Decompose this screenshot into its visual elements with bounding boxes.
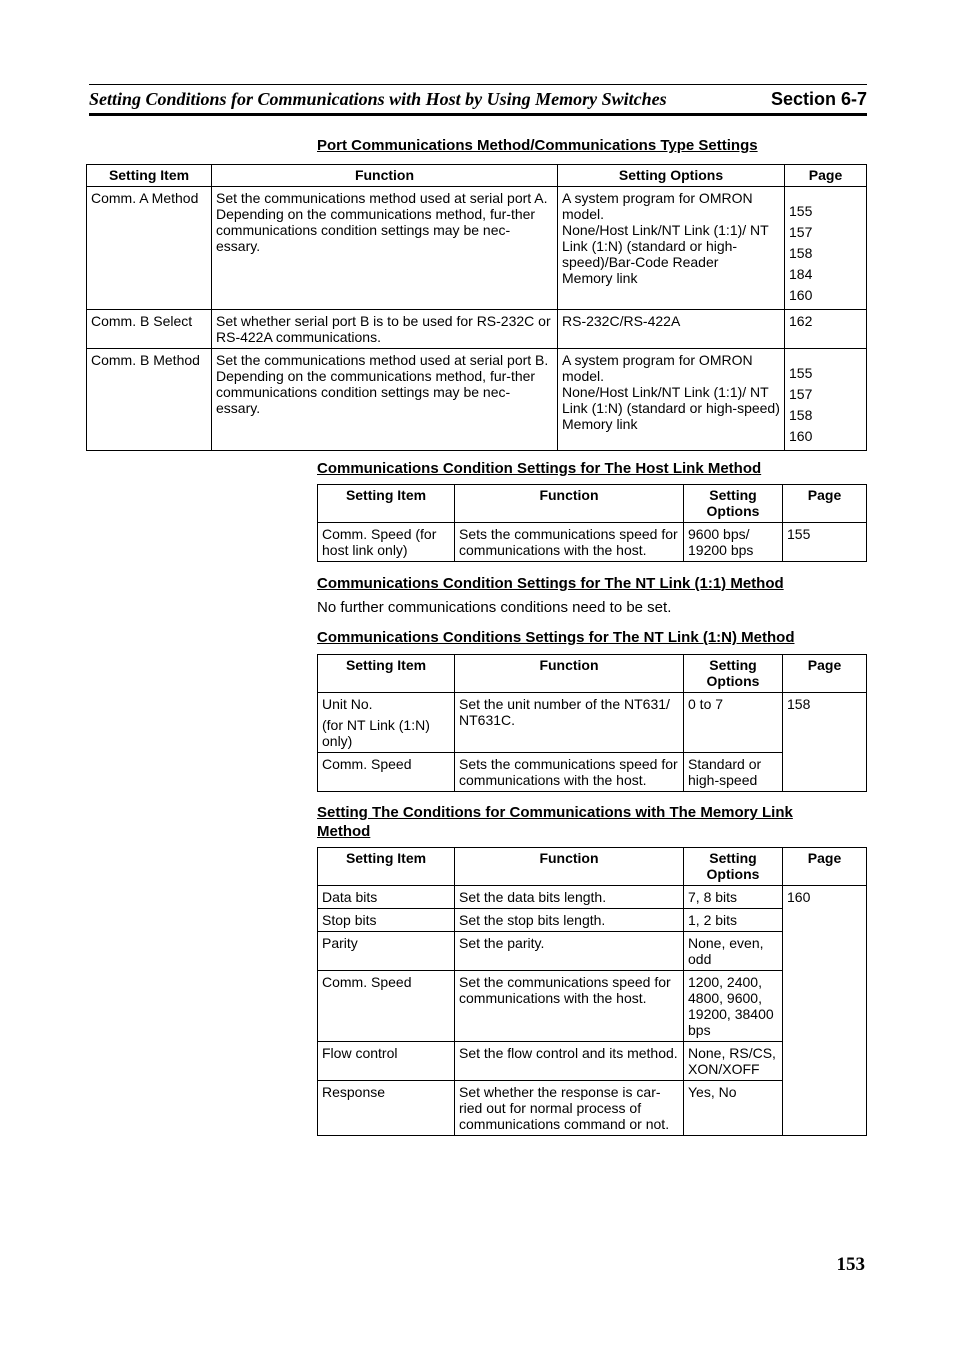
page-ref: 160 xyxy=(789,287,813,303)
setting-item-cell: Response xyxy=(318,1081,455,1136)
table-header-row xyxy=(87,165,867,187)
option-line: Memory link xyxy=(562,270,638,286)
function-cell: Set the communications speed for communications with the host. xyxy=(455,971,684,1042)
function-cell: Sets the communications speed for communications with the host. xyxy=(455,523,684,562)
col-header: Function xyxy=(455,848,684,886)
setting-item-cell: Comm. Speed (for host link only) xyxy=(318,523,455,562)
options-cell: None, even, odd xyxy=(684,932,783,971)
options-cell xyxy=(558,349,785,451)
option-line: A system program for OMRON model. xyxy=(562,190,753,222)
page-ref: 155 xyxy=(789,365,813,381)
option-line: None/Host Link/NT Link (1:1)/ NT Link (1:N) (standard or high-speed)/Bar-Code Reader xyxy=(562,222,769,270)
options-cell: RS-232C/RS-422A xyxy=(558,310,785,349)
page-cell: 155 xyxy=(783,523,867,562)
setting-item-note: (for NT Link (1:N) only) xyxy=(322,717,430,749)
options-cell: 1, 2 bits xyxy=(684,909,783,932)
function-cell: Set the communications method used at serial port B. Depending on the communications method, fur-ther communications condition settings may be nec-essary. xyxy=(212,349,558,451)
function-cell: Set the flow control and its method. xyxy=(455,1042,684,1081)
setting-item-label: Unit No. xyxy=(322,696,373,712)
col-header: Page xyxy=(785,165,867,187)
options-cell: None, RS/CS, XON/XOFF xyxy=(684,1042,783,1081)
nt-link-1-1-note: No further communications conditions need to be set. xyxy=(317,599,672,616)
option-line: None/Host Link/NT Link (1:1)/ NT Link (1:N) (standard or high-speed) xyxy=(562,384,780,416)
col-header: Setting Options xyxy=(684,848,783,886)
options-cell: 7, 8 bits xyxy=(684,886,783,909)
col-header: Page xyxy=(783,848,867,886)
section-label: Section 6-7 xyxy=(770,89,867,109)
page-ref: 184 xyxy=(789,266,813,282)
page-cell xyxy=(785,349,867,451)
nt-link-1-n-heading: Communications Conditions Settings for The NT Link (1:N) Method xyxy=(317,629,795,646)
header-title: Setting Conditions for Communications with Host by Using Memory Switches xyxy=(89,89,667,109)
page-number: 153 xyxy=(836,1254,865,1275)
col-header: Setting Item xyxy=(318,485,455,523)
page-ref: 160 xyxy=(789,428,813,444)
page-cell: 160 xyxy=(783,886,867,1136)
setting-item-cell: Stop bits xyxy=(318,909,455,932)
table-header-row xyxy=(318,655,867,693)
function-cell: Set the parity. xyxy=(455,932,684,971)
setting-item-cell: Data bits xyxy=(318,886,455,909)
nt-link-1-n-table xyxy=(317,654,867,792)
table-row xyxy=(87,310,867,349)
col-header: Function xyxy=(212,165,558,187)
col-header: Function xyxy=(455,655,684,693)
function-cell: Set whether serial port B is to be used for RS-232C or RS-422A communications. xyxy=(212,310,558,349)
function-cell: Sets the communications speed for communications with the host. xyxy=(455,753,684,792)
table-row xyxy=(87,187,867,310)
options-cell: 0 to 7 xyxy=(684,693,783,753)
page-ref: 158 xyxy=(789,245,813,261)
setting-item-cell: Flow control xyxy=(318,1042,455,1081)
header-top-rule xyxy=(89,84,867,85)
function-cell: Set the stop bits length. xyxy=(455,909,684,932)
table-row xyxy=(318,523,867,562)
memory-link-heading xyxy=(317,803,793,841)
function-cell: Set the unit number of the NT631/ NT631C. xyxy=(455,693,684,753)
table-row xyxy=(318,886,867,909)
options-cell xyxy=(558,187,785,310)
options-cell: 9600 bps/ 19200 bps xyxy=(684,523,783,562)
memory-link-heading-line: Method xyxy=(317,823,371,840)
function-cell: Set the communications method used at serial port A. Depending on the communications method, fur-ther communications condition settings may be nec-essary. xyxy=(212,187,558,310)
function-cell: Set the data bits length. xyxy=(455,886,684,909)
col-header: Setting Options xyxy=(684,485,783,523)
header-rule xyxy=(89,113,867,116)
page-cell xyxy=(785,187,867,310)
table-row xyxy=(318,693,867,753)
option-line: Memory link xyxy=(562,416,638,432)
memory-link-heading-line: Setting The Conditions for Communications with The Memory Link xyxy=(317,804,793,821)
table-header-row xyxy=(318,485,867,523)
function-cell: Set whether the response is car-ried out for normal process of communications command or not. xyxy=(455,1081,684,1136)
page-ref: 158 xyxy=(789,407,813,423)
setting-item-cell: Parity xyxy=(318,932,455,971)
col-header: Setting Item xyxy=(87,165,212,187)
port-settings-table xyxy=(86,164,867,451)
page-ref: 157 xyxy=(789,386,813,402)
page-ref: 157 xyxy=(789,224,813,240)
col-header: Setting Options xyxy=(558,165,785,187)
page-cell: 158 xyxy=(783,693,867,792)
setting-item-cell: Comm. B Method xyxy=(87,349,212,451)
options-cell: Standard or high-speed xyxy=(684,753,783,792)
col-header: Page xyxy=(783,485,867,523)
setting-item-cell xyxy=(318,693,455,753)
col-header: Setting Item xyxy=(318,848,455,886)
port-settings-heading: Port Communications Method/Communications Type Settings xyxy=(317,137,758,154)
setting-item-cell: Comm. Speed xyxy=(318,971,455,1042)
option-line: A system program for OMRON model. xyxy=(562,352,753,384)
col-header: Function xyxy=(455,485,684,523)
page-ref: 155 xyxy=(789,203,813,219)
page-cell: 162 xyxy=(785,310,867,349)
col-header: Setting Item xyxy=(318,655,455,693)
setting-item-cell: Comm. Speed xyxy=(318,753,455,792)
col-header: Setting Options xyxy=(684,655,783,693)
options-cell: 1200, 2400, 4800, 9600, 19200, 38400 bps xyxy=(684,971,783,1042)
table-row xyxy=(87,349,867,451)
options-cell: Yes, No xyxy=(684,1081,783,1136)
setting-item-cell: Comm. B Select xyxy=(87,310,212,349)
memory-link-table xyxy=(317,847,867,1136)
setting-item-cell: Comm. A Method xyxy=(87,187,212,310)
table-header-row xyxy=(318,848,867,886)
host-link-heading: Communications Condition Settings for The Host Link Method xyxy=(317,460,762,477)
host-link-table xyxy=(317,484,867,562)
nt-link-1-1-heading: Communications Condition Settings for The NT Link (1:1) Method xyxy=(317,575,784,592)
col-header: Page xyxy=(783,655,867,693)
